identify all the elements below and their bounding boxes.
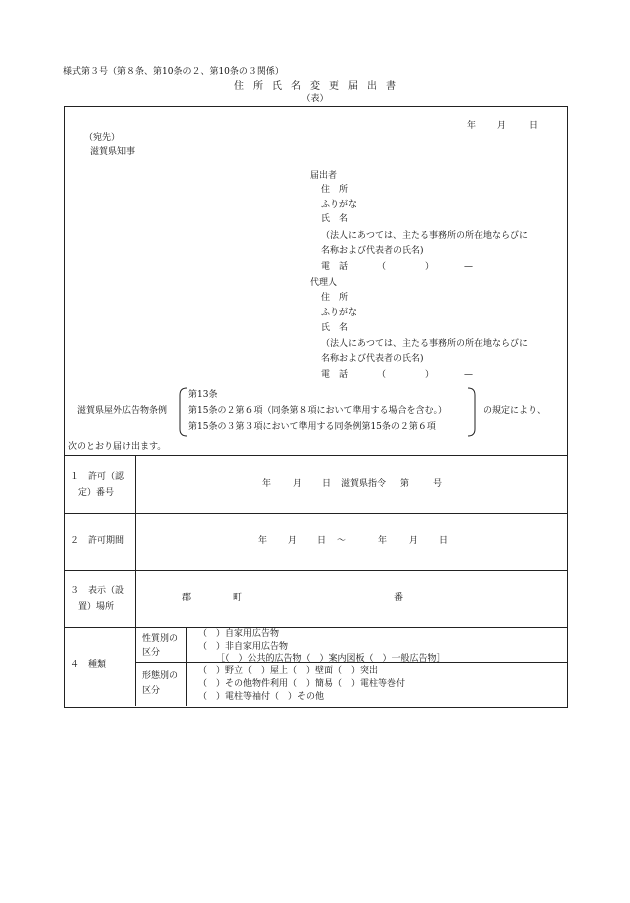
nature-label-line2: 区分 (142, 648, 161, 658)
notifier-phone-open: （ (377, 262, 387, 272)
table-row-divider-2 (64, 570, 567, 571)
table-top-line (64, 455, 567, 456)
row1-label-line2: 定）番号 (78, 488, 115, 498)
date-month-label: 月 (497, 121, 507, 131)
date-year-label: 年 (467, 121, 477, 131)
row1-designation: 滋賀県指令 (341, 479, 387, 489)
row4-label: ４ 種類 (70, 660, 107, 670)
row3-label-line2: 置）場所 (78, 602, 115, 612)
form-number: 様式第３号（第８条、第10条の２、第10条の３関係） (63, 67, 284, 77)
ordinance-option-15-2: 第15条の２第６項（同条第８項において準用する場合を含む。） (188, 406, 447, 416)
notifier-note-line2: 名称および代表者の氏名) (321, 246, 424, 256)
notifier-address-label: 住 所 (321, 185, 349, 195)
table-row-divider-3 (64, 627, 567, 628)
row3-machi: 町 (233, 593, 243, 603)
form-side-label: （表） (301, 94, 329, 104)
addressee-label: （宛先） (84, 133, 121, 143)
notifier-name-label: 氏 名 (321, 214, 349, 224)
row1-go: 号 (433, 479, 443, 489)
agent-phone-dash: — (464, 370, 473, 380)
row1-month: 月 (293, 479, 303, 489)
form-option-line1: （ ）野立（ ）屋上（ ）壁面（ ）突出 (198, 666, 379, 676)
row2-to-month: 月 (409, 536, 419, 546)
agent-name-label: 氏 名 (321, 323, 349, 333)
agent-note-line1: （法人にあつては、主たる事務所の所在地ならびに (321, 339, 529, 349)
closing-statement: 次のとおり届け出ます。 (68, 442, 167, 452)
nature-option-own: （ ）自家用広告物 (198, 629, 280, 639)
agent-phone-open: （ (377, 370, 387, 380)
agent-note-line2: 名称および代表者の氏名) (321, 354, 424, 364)
row3-gun: 郡 (182, 593, 192, 603)
date-day-label: 日 (529, 121, 539, 131)
ordinance-option-13: 第13条 (188, 390, 218, 400)
row2-label: ２ 許可期間 (70, 536, 125, 546)
row1-dai: 第 (400, 479, 410, 489)
left-bracket-icon (178, 387, 188, 437)
nature-label-line1: 性質別の (142, 634, 179, 644)
nature-option-non-own: （ ）非自家用広告物 (198, 642, 289, 652)
agent-phone-close: ） (425, 370, 435, 380)
notifier-phone-close: ） (425, 262, 435, 272)
row1-year: 年 (262, 479, 272, 489)
right-bracket-icon (467, 387, 477, 437)
agent-heading: 代理人 (310, 278, 338, 288)
row3-label-line1: ３ 表示（設 (70, 586, 125, 596)
form-label-line2: 区分 (142, 686, 161, 696)
notifier-phone-label: 電 話 (321, 262, 349, 272)
notifier-note-line1: （法人にあつては、主たる事務所の所在地ならびに (321, 231, 529, 241)
addressee: 滋賀県知事 (90, 147, 136, 157)
row2-from-day: 日 (317, 536, 327, 546)
notifier-heading: 届出者 (310, 171, 338, 181)
table-sublabel-column-line (186, 627, 187, 706)
row3-ban: 番 (394, 593, 404, 603)
agent-furigana-label: ふりがな (321, 308, 358, 318)
ordinance-suffix: の規定により、 (483, 406, 547, 416)
form-title: 住所氏名変更届出書 (234, 81, 405, 92)
ordinance-name: 滋賀県屋外広告物条例 (77, 406, 168, 416)
row1-day: 日 (322, 479, 332, 489)
table-row-divider-1 (64, 513, 567, 514)
row1-label-line1: １ 許可（認 (70, 472, 125, 482)
row2-tilde: ～ (337, 536, 347, 546)
agent-phone-label: 電 話 (321, 370, 349, 380)
form-option-line2: （ ）その他物件利用（ ）簡易（ ）電柱等巻付 (198, 679, 406, 689)
notifier-furigana-label: ふりがな (321, 200, 358, 210)
row2-from-year: 年 (258, 536, 268, 546)
row2-to-day: 日 (439, 536, 449, 546)
table-label-column-line (135, 455, 136, 706)
row2-to-year: 年 (378, 536, 388, 546)
notifier-phone-dash: — (464, 262, 473, 272)
form-option-line3: （ ）電柱等袖付（ ）その他 (198, 692, 325, 702)
nature-option-subtypes: ［（ ）公共的広告物（ ）案内図板（ ）一般広告物］ (216, 654, 446, 664)
agent-address-label: 住 所 (321, 293, 349, 303)
form-label-line1: 形態別の (142, 671, 179, 681)
row2-from-month: 月 (288, 536, 298, 546)
ordinance-option-15-3: 第15条の３第３項において準用する同条例第15条の２第６項 (188, 422, 436, 432)
